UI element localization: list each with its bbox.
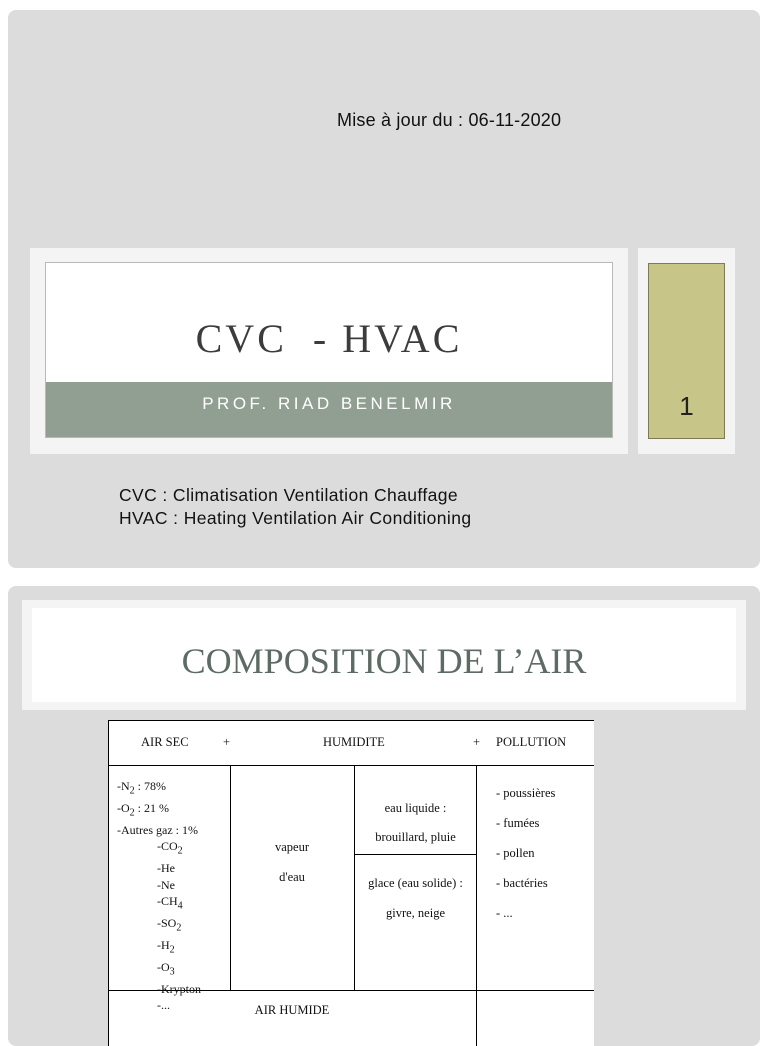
list-item-gas: $-O_3$ — [157, 959, 175, 978]
slide-number-frame — [638, 248, 735, 454]
table-left-border — [108, 720, 109, 1046]
slide-number: 1 — [679, 391, 694, 421]
update-date-line: Mise à jour du : 06-11-2020 — [337, 110, 562, 130]
header-humidite: HUMIDITE — [323, 735, 385, 749]
liquid-water-line-1: eau liquide : — [384, 801, 447, 815]
vapour-line-1: vapeur — [274, 840, 309, 854]
vapour-line-2: d'eau — [279, 870, 305, 884]
list-item-gas: $-H_2$ — [157, 937, 175, 956]
list-item-pollutant: - ... — [496, 906, 513, 920]
header-plus-1: + — [223, 735, 231, 749]
list-item-other-gases: -Autres gaz : 1% — [117, 822, 198, 837]
slide-title: CVC - HVAC — [195, 316, 463, 361]
slide-2 — [8, 586, 760, 1046]
table-header-border — [108, 765, 594, 766]
humid-air-label: AIR HUMIDE — [254, 1003, 330, 1017]
subtitle-bar — [46, 382, 612, 437]
table-col-divider-3 — [476, 765, 477, 1046]
slide-title-2: COMPOSITION DE L’AIR — [181, 641, 587, 681]
vapour-cell — [231, 832, 353, 892]
list-item-gas: $-CO_2$ — [157, 839, 183, 857]
header-pollution: POLLUTION — [496, 735, 567, 749]
list-item-pollutant: - fumées — [496, 816, 540, 830]
list-item-pollutant: - poussières — [496, 786, 556, 800]
list-item-o2: $-O_2$ : 21 % — [117, 800, 170, 819]
acronym-definitions — [119, 484, 472, 530]
title-box-2 — [32, 608, 736, 702]
solid-water-line-2: givre, neige — [385, 906, 445, 920]
liquid-water-cell — [355, 794, 476, 852]
list-item-gas: $-SO_2$ — [157, 916, 182, 934]
list-item-pollutant: - pollen — [496, 846, 535, 860]
list-item-gas: $-CH_4$ — [157, 894, 183, 912]
table-top-border — [108, 720, 594, 721]
air-composition-table — [108, 720, 594, 1046]
acronym-cvc: CVC : Climatisation Ventilation Chauffage — [119, 485, 459, 505]
list-item-gas: -Krypton — [157, 981, 201, 996]
solid-water-cell — [355, 868, 476, 928]
list-item-n2: $-N_2$ : 78% — [117, 779, 167, 797]
list-item-gas: -... — [157, 998, 170, 1013]
table-water-divider — [354, 854, 476, 855]
header-plus-2: + — [473, 735, 481, 749]
title-frame — [30, 248, 628, 454]
list-item-gas: -He — [157, 861, 175, 876]
acronym-hvac: HVAC : Heating Ventilation Air Conditioning — [119, 508, 472, 528]
header-air-sec: AIR SEC — [141, 735, 189, 749]
pollution-list — [496, 778, 555, 928]
solid-water-line-1: glace (eau solide) : — [368, 876, 463, 890]
list-item-pollutant: - bactéries — [496, 876, 548, 890]
title-box — [45, 262, 613, 438]
title-frame-2 — [22, 600, 746, 710]
dry-air-list — [117, 778, 201, 1014]
slide-1 — [8, 10, 760, 568]
liquid-water-line-2: brouillard, pluie — [375, 830, 456, 844]
author-subtitle: PROF. RIAD BENELMIR — [202, 394, 456, 413]
list-item-gas: -Ne — [157, 877, 175, 892]
slide-number-box — [648, 263, 725, 439]
